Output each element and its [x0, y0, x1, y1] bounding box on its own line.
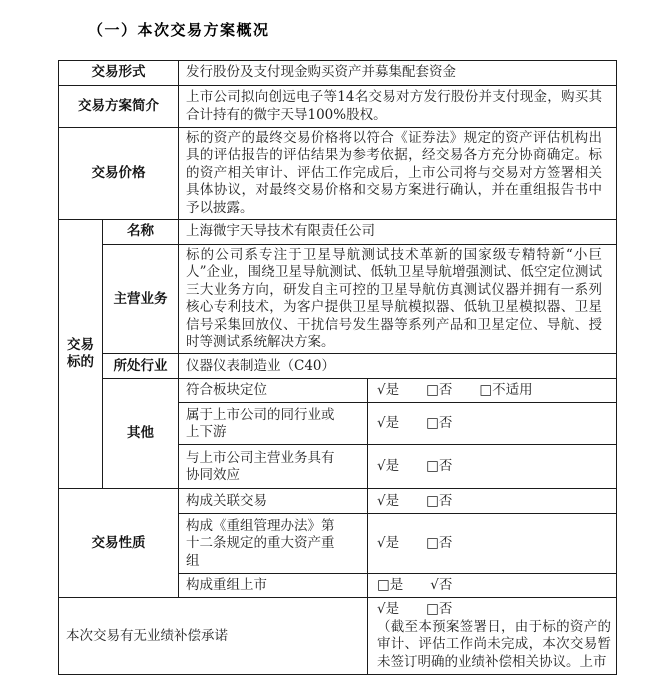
performance-compensation-note: （截至本预案签署日，由于标的资产的审计、评估工作尚未完成，本次交易暂未签订明确的业绩补偿相关协议。上市 [377, 618, 611, 670]
row-label-transaction-price: 交易价格 [59, 128, 179, 220]
row-desc-major-asset-restructuring: 构成《重组管理办法》第十二条规定的重大资产重组 [179, 514, 368, 574]
row-value-transaction-price: 标的资产的最终交易价格将以符合《证券法》规定的资产评估机构出具的评估报告的评估结果为参考依据，经交易各方充分协商确定。标的资产相关审计、评估工作完成后，上市公司将与交易对方签署相关具体协议，对最终交易价格和交易方案进行确认，并在重组报告书中予以披露。 [179, 128, 617, 220]
transaction-overview-table [58, 60, 617, 675]
row-value-plan-summary: 上市公司拟向创远电子等14名交易对方发行股份并支付现金，购买其合计持有的微宇天导100%股权。 [179, 86, 617, 128]
row-label-transaction-form: 交易形式 [59, 61, 179, 86]
row-desc-related-transaction: 构成关联交易 [179, 489, 368, 514]
row-desc-board-positioning: 符合板块定位 [179, 379, 368, 403]
row-label-performance-compensation: 本次交易有无业绩补偿承诺 [59, 598, 368, 675]
checkbox-options-synergy: √是 □否 [368, 445, 617, 489]
checkbox-options-same-industry: √是 □否 [368, 403, 617, 445]
group-label-other: 其他 [103, 379, 179, 489]
row-value-transaction-form: 发行股份及支付现金购买资产并募集配套资金 [179, 61, 617, 86]
row-label-main-business: 主营业务 [103, 245, 179, 354]
checkbox-options-major-asset-restructuring: √是 □否 [368, 514, 617, 574]
table-row [59, 598, 617, 675]
table-row [59, 354, 617, 379]
row-desc-restructuring-listing: 构成重组上市 [179, 574, 368, 598]
row-desc-synergy: 与上市公司主营业务具有协同效应 [179, 445, 368, 489]
checkbox-options-performance-compensation: √是 □否 [377, 601, 453, 618]
row-value-target-name: 上海微宇天导技术有限责任公司 [179, 220, 617, 245]
table-row [59, 379, 617, 403]
row-label-plan-summary: 交易方案简介 [59, 86, 179, 128]
table-row [59, 220, 617, 245]
section-heading: （一）本次交易方案概况 [88, 21, 270, 39]
group-label-transaction-target: 交易标的 [59, 220, 103, 489]
row-value-main-business: 标的公司系专注于卫星导航测试技术革新的国家级专精特新“小巨人”企业，围绕卫星导航测试、低轨卫星导航增强测试、低空定位测试三大业务方向，研发自主可控的卫星导航仿真测试仪器并拥有一系列核心专利技术，为客户提供卫星导航模拟器、低轨卫星模拟器、卫星信号采集回放仪、干扰信号发生器等系列产品和卫星定位、导航、授时等测试系统解决方案。 [179, 245, 617, 354]
row-label-industry: 所处行业 [103, 354, 179, 379]
table-row [59, 128, 617, 220]
table-row [59, 86, 617, 128]
group-label-transaction-nature: 交易性质 [59, 489, 179, 598]
checkbox-options-related-transaction: √是 □否 [368, 489, 617, 514]
table-row [59, 61, 617, 86]
table-row [59, 245, 617, 354]
row-value-performance-compensation [368, 598, 617, 675]
table-row [59, 489, 617, 514]
row-label-target-name: 名称 [103, 220, 179, 245]
checkbox-options-board-positioning: √是 □否 □不适用 [368, 379, 617, 403]
checkbox-options-restructuring-listing: □是 √否 [368, 574, 617, 598]
row-desc-same-industry: 属于上市公司的同行业或上下游 [179, 403, 368, 445]
row-value-industry: 仪器仪表制造业（C40） [179, 354, 617, 379]
